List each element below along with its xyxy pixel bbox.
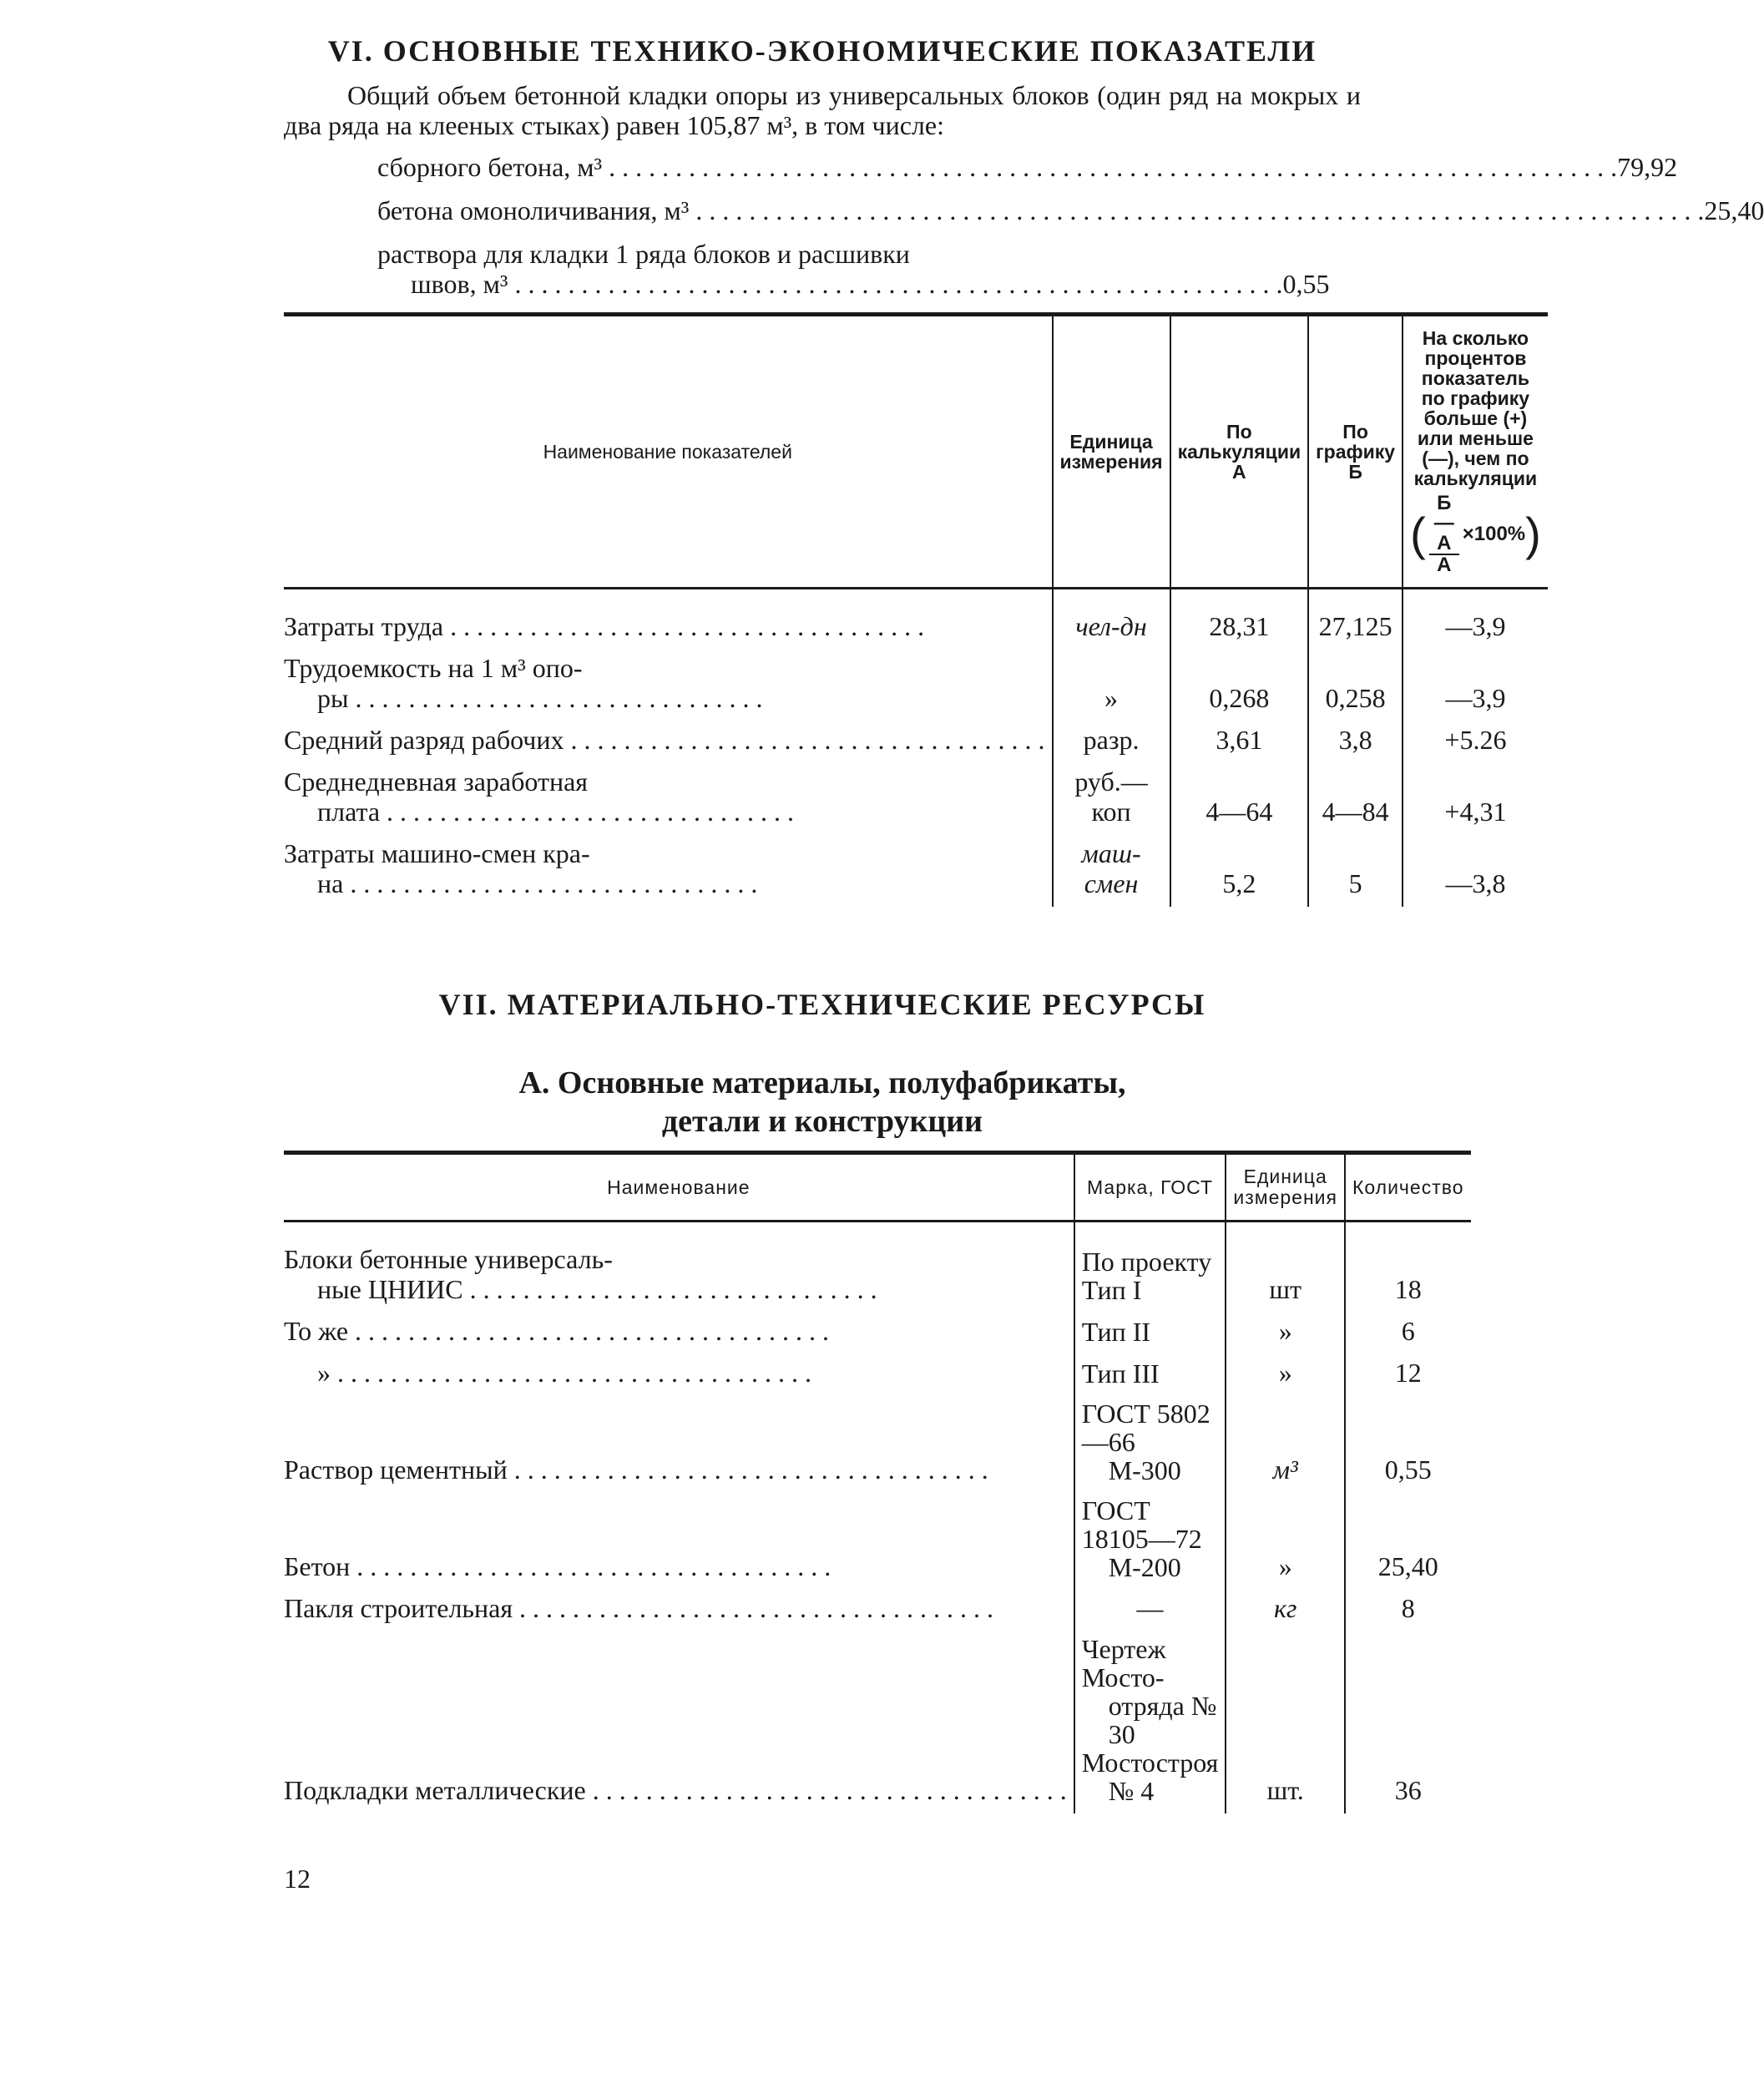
col-header-unit: Единица измерения [1226, 1153, 1345, 1222]
row-qty: 12 [1345, 1354, 1471, 1396]
row-qty: 0,55 [1345, 1396, 1471, 1493]
diff-header-text: На сколько процентов показатель по графику больше (+) или меньше (—), чем по калькуляции [1413, 327, 1538, 489]
item-label-line2: швов, м³ . . . [377, 269, 1282, 299]
table-row [284, 1493, 1471, 1590]
table-row [284, 1313, 1471, 1354]
row-name: То же . . . [284, 1316, 1067, 1346]
document-page [284, 33, 1764, 1894]
row-mark [1074, 1354, 1226, 1396]
row-unit: руб.—коп [1053, 763, 1170, 835]
row-unit: разр. [1053, 721, 1170, 763]
mark-line: ГОСТ 18105—72 [1081, 1495, 1202, 1554]
col-header-name: Наименование показателей [284, 315, 1053, 589]
row-name [284, 766, 1045, 827]
row-value-b: 0,258 [1308, 650, 1403, 721]
row-value-a: 0,268 [1170, 650, 1309, 721]
row-qty: 25,40 [1345, 1493, 1471, 1590]
row-unit: » [1226, 1354, 1345, 1396]
subtitle-line1: А. Основные материалы, полуфабрикаты, [518, 1065, 1126, 1100]
list-item [377, 152, 1678, 182]
table-row [284, 608, 1548, 650]
mark-line: ГОСТ 5802—66 [1081, 1399, 1211, 1457]
section-6-intro: Общий объем бетонной кладки опоры из универсальных блоков (один ряд на мокрых и два ряда на клееных стыках) равен 105,87 м³, в том числе: [284, 80, 1361, 140]
formula-denominator: А [1437, 554, 1452, 576]
item-label-line1: раствора для кладки 1 ряда блоков и расшивки [377, 239, 910, 269]
row-value-a: 3,61 [1170, 721, 1309, 763]
row-unit: » [1226, 1493, 1345, 1590]
row-name-line1: Блоки бетонные универсаль- [284, 1244, 613, 1274]
mark-line: По проекту [1081, 1247, 1212, 1277]
row-value-a: 5,2 [1170, 835, 1309, 907]
mark-line: Тип I [1081, 1275, 1142, 1305]
mark-line: Чертеж Мосто- [1081, 1634, 1166, 1692]
row-name: » . . . [284, 1358, 1067, 1388]
row-name: Средний разряд рабочих . . . [284, 725, 1045, 755]
table-row [284, 1590, 1471, 1631]
item-label: бетона омоноличивания, м³ . . . [377, 195, 1704, 225]
table-row [284, 763, 1548, 835]
table-header-row [284, 315, 1548, 589]
page-number: 12 [284, 1864, 311, 1894]
row-name: Подкладки металлические . . . [284, 1775, 1067, 1805]
row-name [284, 838, 1045, 898]
row-qty: 8 [1345, 1590, 1471, 1631]
section-6-title: VI. ОСНОВНЫЕ ТЕХНИКО-ЭКОНОМИЧЕСКИЕ ПОКАЗАТЕЛИ [327, 34, 1317, 68]
mark-line: № 4 [1108, 1776, 1155, 1806]
row-unit: шт [1226, 1241, 1345, 1313]
mark-line: Тип III [1081, 1358, 1160, 1389]
list-item [377, 239, 1330, 299]
table-spacer-row [284, 1222, 1471, 1242]
row-mark [1074, 1631, 1226, 1813]
col-header-calc-a: По калькуляции А [1170, 315, 1309, 589]
formula-paren-close: ) [1525, 508, 1541, 560]
section-7-subtitle [284, 1064, 1361, 1141]
table-row [284, 1241, 1471, 1313]
row-name-line1: Затраты машино-смен кра- [284, 838, 590, 868]
table-row [284, 650, 1548, 721]
row-mark [1074, 1313, 1226, 1354]
row-mark [1074, 1396, 1226, 1493]
row-value-b: 4—84 [1308, 763, 1403, 835]
row-diff: —3,9 [1403, 650, 1548, 721]
item-value: 0,55 [1282, 269, 1330, 299]
table-row [284, 835, 1548, 907]
row-name [284, 653, 1045, 713]
list-item [377, 195, 1764, 225]
row-name-line2: ры . . . [284, 683, 1045, 713]
row-value-b: 27,125 [1308, 608, 1403, 650]
item-label [377, 239, 1282, 299]
row-diff: +4,31 [1403, 763, 1548, 835]
table-row [284, 721, 1548, 763]
row-name [284, 1244, 1067, 1304]
row-unit: » [1053, 650, 1170, 721]
formula-fraction [1429, 493, 1459, 575]
mark-line: отряда № 30 [1108, 1691, 1217, 1749]
row-diff: —3,8 [1403, 835, 1548, 907]
col-header-graph-b: По графику Б [1308, 315, 1403, 589]
item-label: сборного бетона, м³ . . . [377, 152, 1617, 182]
mark-line: М-300 [1108, 1455, 1181, 1485]
section-7-title: VII. МАТЕРИАЛЬНО-ТЕХНИЧЕСКИЕ РЕСУРСЫ [438, 988, 1206, 1021]
diff-formula [1410, 493, 1541, 575]
formula-numerator: Б—А [1429, 493, 1459, 555]
item-value: 79,92 [1617, 152, 1678, 182]
mark-line: Тип II [1081, 1317, 1150, 1347]
row-qty: 36 [1345, 1631, 1471, 1813]
row-name: Пакля строительная . . . [284, 1593, 1067, 1623]
row-name-line2: на . . . [284, 868, 1045, 898]
row-unit: чел-дн [1053, 608, 1170, 650]
row-unit: кг [1226, 1590, 1345, 1631]
row-qty: 6 [1345, 1313, 1471, 1354]
row-name-line1: Среднедневная заработная [284, 766, 589, 797]
indicators-table [284, 312, 1548, 907]
table-header-row [284, 1153, 1471, 1222]
row-qty: 18 [1345, 1241, 1471, 1313]
table-row [284, 1354, 1471, 1396]
row-diff: —3,9 [1403, 608, 1548, 650]
row-unit: » [1226, 1313, 1345, 1354]
row-value-a: 28,31 [1170, 608, 1309, 650]
row-mark [1074, 1493, 1226, 1590]
row-name-line2: ные ЦНИИС . . . [284, 1274, 1067, 1304]
row-mark: — [1074, 1590, 1226, 1631]
subtitle-line2: детали и конструкции [661, 1104, 983, 1139]
volume-breakdown-list [377, 152, 1764, 299]
materials-table [284, 1151, 1471, 1813]
row-value-b: 3,8 [1308, 721, 1403, 763]
table-row [284, 1631, 1471, 1813]
col-header-unit: Единица измерения [1053, 315, 1170, 589]
row-mark [1074, 1241, 1226, 1313]
row-value-b: 5 [1308, 835, 1403, 907]
item-value: 25,40 [1704, 195, 1764, 225]
col-header-name: Наименование [284, 1153, 1074, 1222]
row-name-line2: плата . . . [284, 797, 1045, 827]
row-name: Бетон . . . [284, 1551, 1067, 1581]
row-name-line1: Трудоемкость на 1 м³ опо- [284, 653, 583, 683]
table-row [284, 1396, 1471, 1493]
col-header-mark: Марка, ГОСТ [1074, 1153, 1226, 1222]
row-name: Затраты труда . . . [284, 611, 1045, 641]
mark-line: М-200 [1108, 1552, 1181, 1582]
row-unit: м³ [1226, 1396, 1345, 1493]
formula-multiplier: ×100% [1462, 523, 1526, 545]
row-diff: +5.26 [1403, 721, 1548, 763]
table-spacer-row [284, 589, 1548, 609]
col-header-qty: Количество [1345, 1153, 1471, 1222]
formula-paren-open: ( [1410, 508, 1426, 560]
row-unit: маш-смен [1053, 835, 1170, 907]
row-unit: шт. [1226, 1631, 1345, 1813]
mark-line: Мостостроя [1081, 1748, 1219, 1778]
row-value-a: 4—64 [1170, 763, 1309, 835]
col-header-diff [1403, 315, 1548, 589]
row-name: Раствор цементный . . . [284, 1454, 1067, 1485]
